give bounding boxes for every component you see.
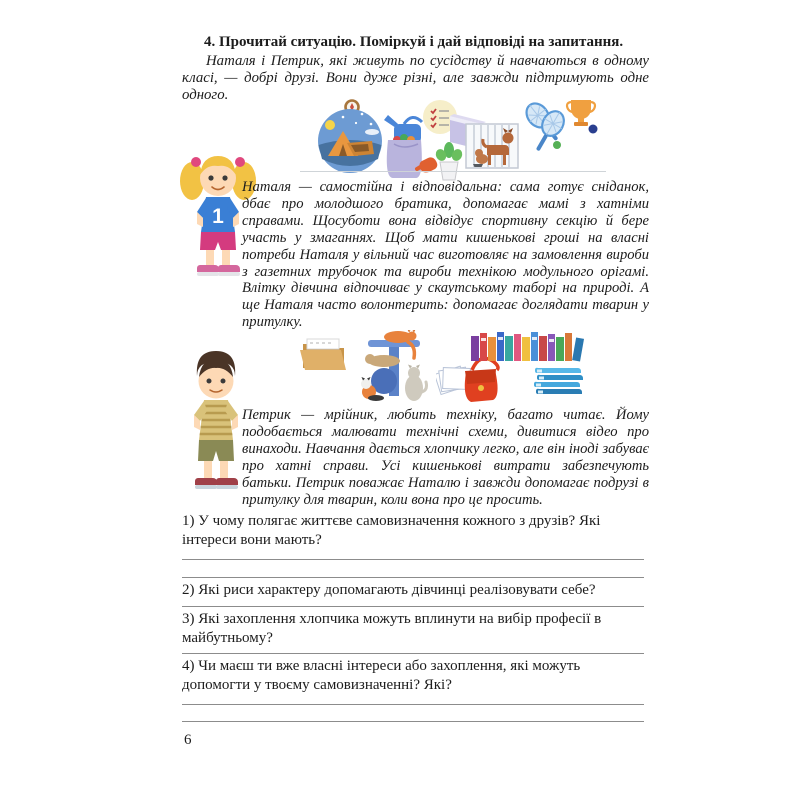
- answer-line: [182, 704, 644, 705]
- answer-line: [182, 559, 644, 560]
- svg-text:1: 1: [212, 205, 224, 228]
- task-intro: Наталя і Петрик, які живуть по сусідству й навчаються в одному класі, — добрі друзі. Вони дуже різні, але завжди підтримують одне одного.: [182, 53, 649, 103]
- row-of-books-icon: [470, 330, 588, 363]
- red-bag-icon: [436, 356, 502, 404]
- answer-line: [182, 577, 644, 578]
- petryk-description: Петрик — мрійник, любить техніку, багато читає. Йому подобається малювати технічні схеми, дивитися відео про винаходи. Навчання дається хлопчику легко, але він іноді забуває про хатні справи. Усі кишенькові витрати забезпечують батьки. Петрик поважає Наталю і завжди допомагає подрузі в притулку для тварин, коли вона про це просить.: [242, 407, 649, 508]
- answer-line: [182, 606, 644, 607]
- task-heading: 4. Прочитай ситуацію. Поміркуй і дай відповіді на запитання.: [204, 34, 624, 50]
- camping-tent-icon: [314, 99, 386, 173]
- answer-line: [182, 721, 644, 722]
- question-3: 3) Які захоплення хлопчика можуть вплинути на вибір професії в майбутньому?: [182, 611, 602, 646]
- dog-shelter-cage-icon: [465, 123, 519, 169]
- stack-of-books-icon: [533, 361, 587, 397]
- paper-folder-icon: [298, 335, 350, 373]
- page-number: 6: [184, 732, 192, 748]
- tennis-trophy-icon: [517, 97, 605, 155]
- question-1: 1) У чому полягає життєве самовизначення кожного з друзів? Які інтереси вони мають?: [182, 513, 601, 548]
- natalya-description: Наталя — самостійна і відповідальна: сама готує сніданок, дбає про молодшого братика, допомагає мамі з хатніми справами. Щосуботи вона відвідує спортивну секцію й бере участь у змаганнях. Щоб мати кишенькові гроші на власні потреби Наталя у вільний час виготовляє на замовлення вироби з газетних трубочок та вироби технікою модульного орігамі. Влітку дівчина відпочиває у скаутському таборі на природі. А ще Наталя часто волонтерить: допомагає доглядати тварин у притулку.: [242, 179, 649, 331]
- cat-tree-icon: [356, 330, 432, 404]
- question-4: 4) Чи маєш ти вже власні інтереси або захоплення, які можуть допомогти у твоєму самовизначенні? Які?: [182, 658, 581, 693]
- strip-divider: [300, 171, 606, 172]
- answer-line: [182, 653, 644, 654]
- question-2: 2) Які риси характеру допомагають дівчинці реалізовувати себе?: [182, 582, 596, 598]
